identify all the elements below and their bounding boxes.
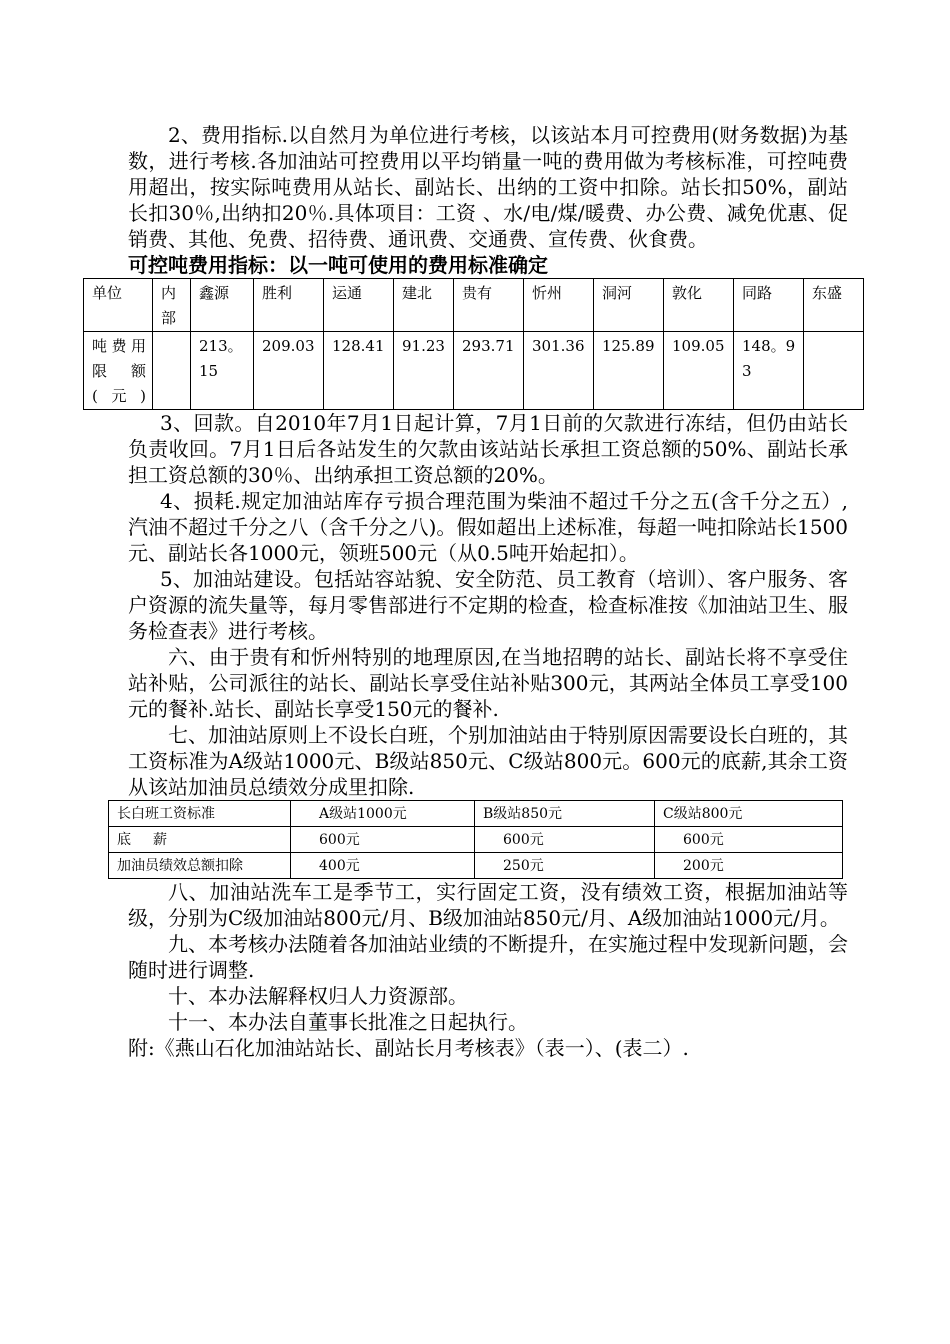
table-cell: 91.23 xyxy=(394,332,454,410)
paragraph-interpretation: 十、本办法解释权归人力资源部。 xyxy=(168,984,468,1008)
table-header-cell: 内部 xyxy=(153,279,191,332)
table-cell: 加油员绩效总额扣除 xyxy=(109,853,291,879)
table-cell: 213。15 xyxy=(191,332,254,410)
table-cell: 109.05 xyxy=(664,332,734,410)
table-header-cell: 鑫源 xyxy=(191,279,254,332)
table-row xyxy=(84,279,864,332)
table-header-cell: 运通 xyxy=(324,279,394,332)
table-header-cell: 单位 xyxy=(84,279,153,332)
day-shift-salary-table xyxy=(108,800,843,879)
paragraph-cost-indicator: 2、费用指标.以自然月为单位进行考核，以该站本月可控费用(财务数据)为基数，进行考核.各加油站可控费用以平均销量一吨的费用做为考核标准，可控吨费用超出，按实际吨费用从站长、副站长、出纳的工资中扣除。站长扣50%，副站长扣30％,出纳扣20％.具体项目：工资 、水/电/煤/暖费、办公费、减免优惠、促销费、其他、免费、招待费、通讯费、交通费、宣传费、伙食费。 xyxy=(128,123,848,251)
table-row xyxy=(109,853,843,879)
table-cell: 600元 xyxy=(655,827,843,853)
paragraph-station-building: 5、加油站建设。包括站容站貌、安全防范、员工教育（培训）、客户服务、客户资源的流失量等，每月零售部进行不定期的检查，检查标准按《加油站卫生、服务检查表》进行考核。 xyxy=(128,567,848,643)
table-header-cell: 贵有 xyxy=(454,279,524,332)
table-row xyxy=(84,332,864,410)
table-cell: 400元 xyxy=(291,853,475,879)
paragraph-payment-collection: 3、回款。自2010年7月1日起计算，7月1日前的欠款进行冻结，但仍由站长负责收回。7月1日后各站发生的欠款由该站站长承担工资总额的50%、副站长承担工资总额的30％、出纳承担工资总额的20%。 xyxy=(128,411,848,487)
table-cell: 200元 xyxy=(655,853,843,879)
table-header-cell: 忻州 xyxy=(524,279,594,332)
table-header-cell: 洞河 xyxy=(594,279,664,332)
table-header-cell: 胜利 xyxy=(254,279,324,332)
table-cell xyxy=(804,332,864,410)
table-cell: 底薪 xyxy=(109,827,291,853)
table-header-cell: 同路 xyxy=(734,279,804,332)
table-cell: 125.89 xyxy=(594,332,664,410)
table-row xyxy=(109,827,843,853)
table-cell: A级站1000元 xyxy=(291,801,475,827)
paragraph-effective-date: 十一、本办法自董事长批准之日起执行。 xyxy=(168,1010,528,1034)
table-header-cell: 敦化 xyxy=(664,279,734,332)
paragraph-adjustment: 九、本考核办法随着各加油站业绩的不断提升，在实施过程中发现新问题，会随时进行调整. xyxy=(128,932,848,982)
paragraph-day-shift: 七、加油站原则上不设长白班，个别加油站由于特别原因需要设长白班的，其工资标准为A级站1000元、B级站850元、C级站800元。600元的底薪,其余工资从该站加油员总绩效分成里扣除. xyxy=(128,723,848,799)
table-cell xyxy=(153,332,191,410)
table-cell: B级站850元 xyxy=(475,801,655,827)
table-cell: C级站800元 xyxy=(655,801,843,827)
table-cell: 600元 xyxy=(475,827,655,853)
table-cell: 293.71 xyxy=(454,332,524,410)
table-row-label: 吨费用限 额(元) xyxy=(84,332,153,410)
table-cell: 250元 xyxy=(475,853,655,879)
document-page xyxy=(92,122,848,1061)
section-heading: 可控吨费用指标：以一吨可使用的费用标准确定 xyxy=(128,253,548,277)
table-cell: 209.03 xyxy=(254,332,324,410)
table-cell: 600元 xyxy=(291,827,475,853)
table-header-cell: 东盛 xyxy=(804,279,864,332)
paragraph-loss: 4、损耗.规定加油站库存亏损合理范围为柴油不超过千分之五(含千分之五）,汽油不超过千分之八（含千分之八)。假如超出上述标准，每超一吨扣除站长1500元、副站长各1000元，领班500元（从0.5吨开始起扣）。 xyxy=(128,489,848,565)
paragraph-car-wash: 八、加油站洗车工是季节工，实行固定工资，没有绩效工资，根据加油站等级，分别为C级加油站800元/月、B级加油站850元/月、A级加油站1000元/月。 xyxy=(128,880,848,930)
paragraph-subsidy: 六、由于贵有和忻州特别的地理原因,在当地招聘的站长、副站长将不享受住站补贴，公司派往的站长、副站长享受住站补贴300元，其两站全体员工享受100元的餐补.站长、副站长享受150元的餐补. xyxy=(128,645,848,721)
table-cell: 148。93 xyxy=(734,332,804,410)
table-cell: 128.41 xyxy=(324,332,394,410)
table-cell: 301.36 xyxy=(524,332,594,410)
table-header-cell: 建北 xyxy=(394,279,454,332)
ton-cost-table xyxy=(83,278,864,410)
paragraph-appendix: 附:《燕山石化加油站站长、副站长月考核表》（表一）、(表二）. xyxy=(128,1036,689,1060)
table-cell: 长白班工资标准 xyxy=(109,801,291,827)
table-row xyxy=(109,801,843,827)
